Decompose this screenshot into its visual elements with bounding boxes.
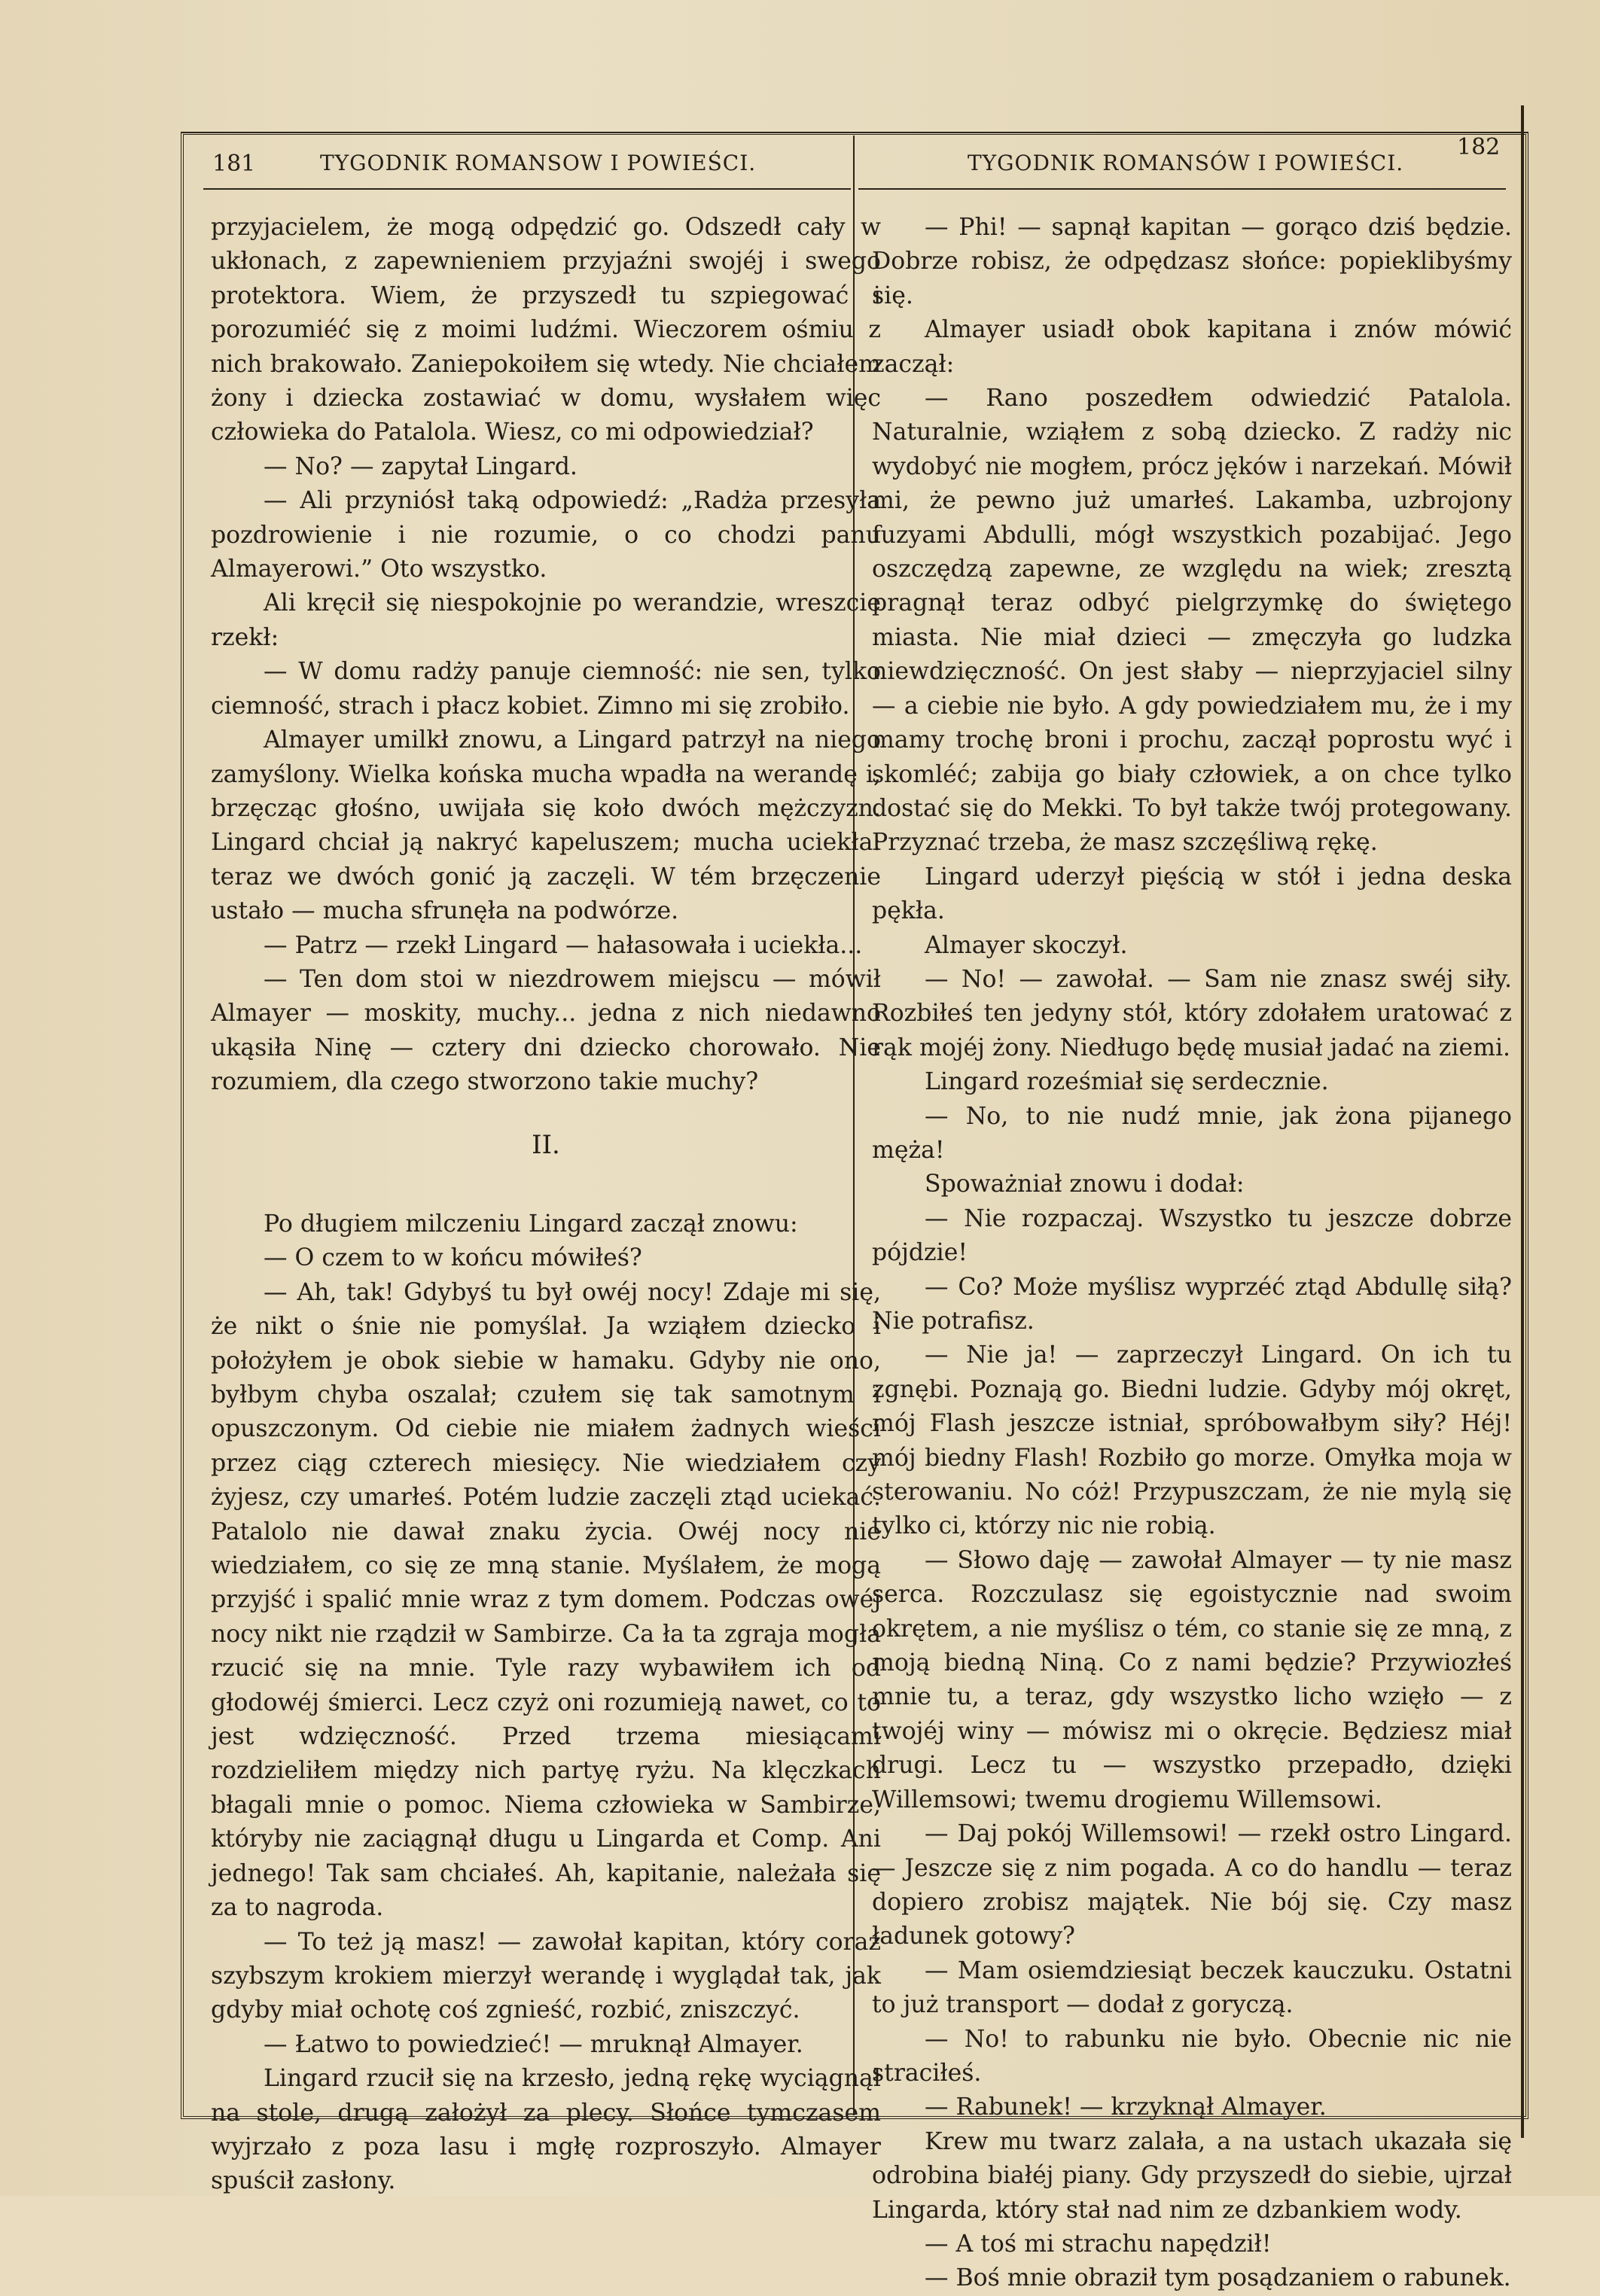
paragraph: — W domu radży panuje ciemność: nie sen, tylko ciemność, strach i płacz kobiet. Zimno mi się zrobiło. xyxy=(211,658,881,720)
paragraph: — Boś mnie obraził tym posądzaniem o rabunek. xyxy=(925,2264,1511,2292)
paragraph: Almayer usiadł obok kapitana i znów mówić zaczął: xyxy=(872,316,1512,378)
right-header-rule xyxy=(858,188,1506,190)
paragraph: — Ah, tak! Gdybyś tu był owéj nocy! Zdaje mi się, że nikt o śnie nie pomyślał. Ja wziąłem dziecko i położyłem je obok siebie w hamaku. Gdyby nie ono, byłbym chyba oszalał; czułem się tak samotnym i opuszczonym. Od ciebie nie miałem żadnych wieści przez ciąg czterech miesięcy. Nie wiedziałem czy żyjesz, czy umarłeś. Potém ludzie zaczęli ztąd uciekać. Patalolo nie dawał znaku życia. Owéj nocy nie wiedziałem, co się ze mną stanie. Myślałem, że mogą przyjść i spalić mnie wraz z tym domem. Podczas owéj nocy nikt nie rządził w Sambirze. Ca ła ta zgraja mogła rzucić się na mnie. Tyle razy wybawiłem ich od głodowéj śmierci. Lecz czyż oni rozumieją nawet, co to jest wdzięczność. Przed trzema miesiącami rozdzieliłem między nich partyę ryżu. Na klęczkach błagali mnie o pomoc. Niema człowieka w Sambirze, któryby nie zaciągnął długu u Lingarda et Comp. Ani jednego! Tak sam chciałeś. Ah, kapitanie, należała się za to nagroda. xyxy=(211,1278,881,1922)
paragraph: — Łatwo to powiedzieć! — mruknął Almayer. xyxy=(264,2030,803,2058)
paragraph: Almayer skoczył. xyxy=(925,931,1128,959)
section-heading: II. xyxy=(532,1129,560,1160)
paragraph: — Nie ja! — zaprzeczył Lingard. On ich tu zgnębi. Poznają go. Biedni ludzie. Gdyby mój okręt, mój Flash jeszcze istniał, spróbowałbym siły? Héj! mój biedny Flash! Rozbiło go morze. Omyłka moja w sterowaniu. No cóż! Przypuszczam, że nie mylą się tylko ci, którzy nic nie robią. xyxy=(872,1341,1512,1540)
paragraph: — Co? Może myślisz wyprzéć ztąd Abdullę siłą? Nie potrafisz. xyxy=(872,1273,1512,1335)
paragraph: Ali kręcił się niespokojnie po werandzie, wreszcie rzekł: xyxy=(211,589,881,651)
paragraph: — Phi! — sapnął kapitan — gorąco dziś będzie. Dobrze robisz, że odpędzasz słońce: popieklibyśmy się. xyxy=(872,214,1512,309)
paragraph: — Słowo daję — zawołał Almayer — ty nie masz serca. Rozczulasz się egoistycznie nad swoim okrętem, a nie myślisz o tém, co stanie się ze mną, z moją biedną Niną. Co z nami będzie? Przywiozłeś mnie tu, a teraz, gdy wszystko licho wzięło — z twojéj winy — mówisz mi o okręcie. Będziesz miał drugi. Lecz tu — wszystko przepadło, dzięki Willemsowi; twemu drogiemu Willemsowi. xyxy=(872,1546,1512,1813)
paragraph: przyjacielem, że mogą odpędzić go. Odszedł cały w ukłonach, z zapewnieniem przyjaźni swojéj i swego protektora. Wiem, że przyszedł tu szpiegować i porozumiéć się z moimi ludźmi. Wieczorem ośmiu z nich brakowało. Zaniepokoiłem się wtedy. Nie chciałem żony i dziecka zostawiać w domu, wysłałem więc człowieka do Patalola. Wiesz, co mi odpowiedział? xyxy=(211,214,881,446)
paragraph: — To też ją masz! — zawołał kapitan, który coraz szybszym krokiem mierzył werandę i wyglądał tak, jak gdyby miał ochotę coś zgnieść, rozbić, zniszczyć. xyxy=(211,1928,881,2024)
paragraph: — O czem to w końcu mówiłeś? xyxy=(264,1244,642,1272)
paragraph: Krew mu twarz zalała, a na ustach ukazała się odrobina białéj piany. Gdy przyszedł do siebie, ujrzał Lingarda, który stał nad nim ze dzbankiem wody. xyxy=(872,2127,1512,2224)
paragraph: — No, to nie nudź mnie, jak żona pijanego męża! xyxy=(872,1102,1512,1164)
paragraph: Almayer umilkł znowu, a Lingard patrzył na niego zamyślony. Wielka końska mucha wpadła na werandę i, brzęcząc głośno, uwijała się koło dwóch mężczyzn. Lingard chciał ją nakryć kapeluszem; mucha uciekła: teraz we dwóch gonić ją zaczęli. W tém brzęczenie ustało — mucha sfrunęła na podwórze. xyxy=(211,726,881,925)
paragraph: Lingard uderzył pięścią w stół i jedna deska pękła. xyxy=(872,863,1512,925)
left-header-rule xyxy=(203,188,851,190)
paragraph: — Ten dom stoi w niezdrowem miejscu — mówił Almayer — moskity, muchy... jedna z nich niedawno ukąsiła Ninę — cztery dni dziecko chorowało. Nie rozumiem, dla czego stworzono takie muchy? xyxy=(211,965,881,1096)
left-page-number: 181 xyxy=(212,151,256,177)
paragraph: Po długiem milczeniu Lingard zaczął znowu: xyxy=(264,1210,798,1238)
paragraph: — No? — zapytał Lingard. xyxy=(264,452,578,480)
right-running-head: TYGODNIK ROMANSÓW I POWIEŚCI. xyxy=(968,151,1404,175)
paragraph: — Ali przyniósł taką odpowiedź: „Radża przesyła pozdrowienie i nie rozumie, o co chodzi panu Almayerowi.” Oto wszystko. xyxy=(211,487,881,583)
paragraph: — No! — zawołał. — Sam nie znasz swéj siły. Rozbiłeś ten jedyny stół, który zdołałem uratować z rąk mojéj żony. Niedługo będę musiał jadać na ziemi. xyxy=(872,965,1512,1061)
paragraph: — Patrz — rzekł Lingard — hałasowała i uciekła... xyxy=(264,931,863,959)
paragraph: — Mam osiemdziesiąt beczek kauczuku. Ostatni to już transport — dodał z goryczą. xyxy=(872,1956,1512,2019)
right-frame-rule xyxy=(1521,105,1524,2138)
paragraph: Spoważniał znowu i dodał: xyxy=(925,1171,1245,1198)
paragraph: Lingard rzucił się na krzesło, jedną rękę wyciągnął na stole, drugą założył za plecy. Słońce tymczasem wyjrzało z poza lasu i mgłę rozproszyło. Almayer spuścił zasłony. xyxy=(211,2065,881,2195)
paragraph: Lingard roześmiał się serdecznie. xyxy=(925,1068,1329,1096)
paragraph: — A toś mi strachu napędził! xyxy=(925,2230,1272,2258)
paragraph: — Daj pokój Willemsowi! — rzekł ostro Lingard. — Jeszcze się z nim pogada. A co do handlu — teraz dopiero zrobisz majątek. Nie bój się. Czy masz ładunek gotowy? xyxy=(872,1820,1512,1950)
paragraph: — No! to rabunku nie było. Obecnie nic nie straciłeś. xyxy=(872,2025,1512,2087)
right-page-number: 182 xyxy=(1457,134,1501,160)
paragraph: — Rabunek! — krzyknął Almayer. xyxy=(925,2094,1327,2121)
left-running-head: TYGODNIK ROMANSOW I POWIEŚCI. xyxy=(320,151,757,175)
right-column xyxy=(872,211,1512,2296)
left-column xyxy=(211,211,881,2199)
paragraph: — Nie rozpaczaj. Wszystko tu jeszcze dobrze pójdzie! xyxy=(872,1204,1512,1267)
paragraph: — Rano poszedłem odwiedzić Patalola. Naturalnie, wziąłem z sobą dziecko. Z radży nic wydobyć nie mogłem, prócz jęków i narzekań. Mówił mi, że pewno już umarłeś. Lakamba, uzbrojony fuzyami Abdulli, mógł wszystkich pozabijać. Jego oszczędzą zapewne, ze względu na wiek; zresztą pragnął teraz odbyć pielgrzymkę do świętego miasta. Nie miał dzieci — zmęczyła go ludzka niewdzięczność. On jest słaby — nieprzyjaciel silny — a ciebie nie było. A gdy powiedziałem mu, że i my mamy trochę broni i prochu, zaczął poprostu wyć i skomléć; zabija go biały człowiek, a on chce tylko dostać się do Mekki. To był także twój protegowany. Przyznać trzeba, że masz szczęśliwą rękę. xyxy=(872,385,1512,857)
